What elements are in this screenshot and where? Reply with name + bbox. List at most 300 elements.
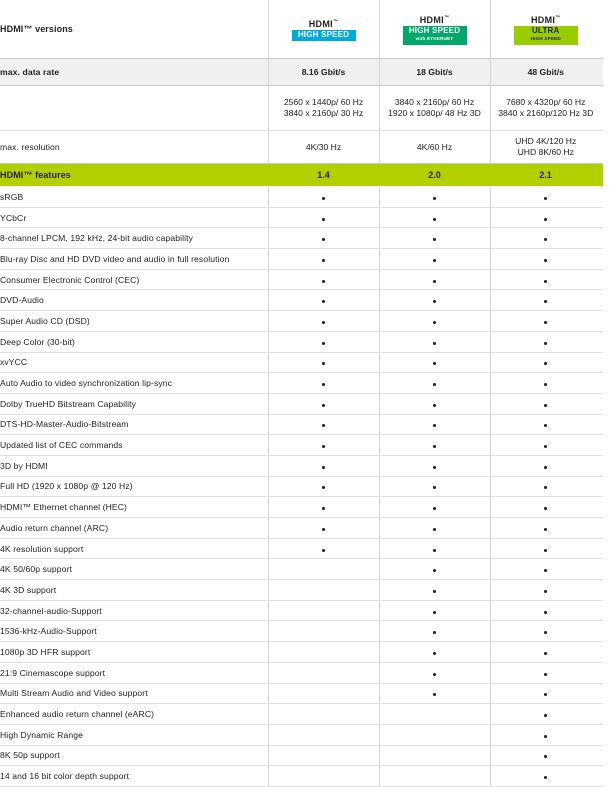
supported-dot-icon	[544, 321, 547, 324]
spacer-cell	[601, 0, 603, 59]
feature-label: 8-channel LPCM, 192 kHz, 24-bit audio capability	[0, 228, 268, 249]
spacer-cell	[601, 311, 603, 332]
feature-row	[0, 414, 603, 435]
feature-support-3	[490, 662, 601, 683]
feature-support-1	[268, 600, 379, 621]
supported-dot-icon	[433, 321, 436, 324]
feature-label: 1080p 3D HFR support	[0, 642, 268, 663]
feature-support-3	[490, 538, 601, 559]
supported-dot-icon	[544, 673, 547, 676]
feature-support-1	[268, 704, 379, 725]
supported-dot-icon	[544, 424, 547, 427]
resolution-secondary-row	[0, 131, 603, 164]
feature-support-1	[268, 766, 379, 787]
feature-support-2	[379, 538, 490, 559]
feature-support-2	[379, 518, 490, 539]
feature-support-1	[268, 683, 379, 704]
feature-support-2	[379, 766, 490, 787]
feature-support-1	[268, 373, 379, 394]
feature-label: Enhanced audio return channel (eARC)	[0, 704, 268, 725]
supported-dot-icon	[433, 300, 436, 303]
supported-dot-icon	[544, 362, 547, 365]
features-label: HDMI™ features	[0, 164, 268, 187]
feature-row	[0, 435, 603, 456]
feature-support-3	[490, 373, 601, 394]
hdmi-high-speed-logo	[288, 13, 360, 45]
feature-support-1	[268, 518, 379, 539]
supported-dot-icon	[544, 631, 547, 634]
spacer-cell	[601, 435, 603, 456]
feature-row	[0, 704, 603, 725]
supported-dot-icon	[544, 238, 547, 241]
feature-support-2	[379, 476, 490, 497]
supported-dot-icon	[544, 486, 547, 489]
feature-support-2	[379, 290, 490, 311]
spacer-cell	[601, 131, 603, 164]
feature-label: Super Audio CD (DSD)	[0, 311, 268, 332]
feature-row	[0, 538, 603, 559]
supported-dot-icon	[433, 383, 436, 386]
feature-support-3	[490, 559, 601, 580]
feature-label: Full HD (1920 x 1080p @ 120 Hz)	[0, 476, 268, 497]
feature-label: HDMI™ Ethernet channel (HEC)	[0, 497, 268, 518]
supported-dot-icon	[322, 280, 325, 283]
supported-dot-icon	[433, 673, 436, 676]
feature-label: DTS-HD-Master-Audio-Bitstream	[0, 414, 268, 435]
feature-support-2	[379, 455, 490, 476]
feature-row	[0, 766, 603, 787]
supported-dot-icon	[433, 280, 436, 283]
logo-line-1: ULTRA	[531, 26, 560, 35]
supported-dot-icon	[544, 404, 547, 407]
feature-support-3	[490, 476, 601, 497]
feature-support-1	[268, 455, 379, 476]
resolution-secondary-1: 4K/30 Hz	[268, 131, 379, 164]
logo-band	[403, 26, 467, 45]
supported-dot-icon	[433, 631, 436, 634]
supported-dot-icon	[322, 486, 325, 489]
spacer-cell	[601, 518, 603, 539]
supported-dot-icon	[322, 362, 325, 365]
feature-support-3	[490, 414, 601, 435]
feature-label: Deep Color (30-bit)	[0, 331, 268, 352]
feature-support-1	[268, 249, 379, 270]
feature-support-2	[379, 331, 490, 352]
spacer-cell	[601, 476, 603, 497]
feature-row	[0, 249, 603, 270]
logo-line-1: HIGH SPEED	[408, 26, 461, 35]
hdmi-ultra-high-speed-logo	[510, 9, 582, 49]
feature-support-3	[490, 621, 601, 642]
data-rate-row	[0, 59, 603, 86]
unsupported-blank	[322, 631, 325, 634]
hdmi-wordmark: HDMI™	[419, 15, 450, 25]
feature-support-1	[268, 207, 379, 228]
supported-dot-icon	[544, 714, 547, 717]
feature-support-1	[268, 580, 379, 601]
feature-label: Audio return channel (ARC)	[0, 518, 268, 539]
feature-support-2	[379, 207, 490, 228]
feature-row	[0, 497, 603, 518]
feature-support-1	[268, 311, 379, 332]
feature-support-3	[490, 683, 601, 704]
spacer-cell	[601, 600, 603, 621]
feature-support-2	[379, 580, 490, 601]
feature-label: 21:9 Cinemascope support	[0, 662, 268, 683]
spacer-cell	[601, 269, 603, 290]
spacer-cell	[601, 766, 603, 787]
feature-label: DVD-Audio	[0, 290, 268, 311]
resolution-primary-2: 3840 x 2160p/ 60 Hz 1920 x 1080p/ 48 Hz 3D	[379, 86, 490, 131]
resolution-primary-3: 7680 x 4320p/ 60 Hz 3840 x 2160p/120 Hz 3D	[490, 86, 601, 131]
hdmi-wordmark: HDMI™	[308, 19, 339, 29]
feature-label: Multi Stream Audio and Video support	[0, 683, 268, 704]
supported-dot-icon	[433, 652, 436, 655]
resolution-secondary-2: 4K/60 Hz	[379, 131, 490, 164]
feature-label: Consumer Electronic Control (CEC)	[0, 269, 268, 290]
feature-support-2	[379, 373, 490, 394]
feature-support-3	[490, 518, 601, 539]
feature-support-3	[490, 642, 601, 663]
versions-label: HDMI™ versions	[0, 0, 268, 59]
logo-cell-3	[490, 0, 601, 59]
feature-support-2	[379, 724, 490, 745]
feature-label: 4K 3D support	[0, 580, 268, 601]
spacer-cell	[601, 642, 603, 663]
feature-row	[0, 683, 603, 704]
feature-support-1	[268, 187, 379, 208]
supported-dot-icon	[544, 342, 547, 345]
feature-support-1	[268, 662, 379, 683]
logo-line-2: HIGH SPEED	[530, 36, 561, 41]
supported-dot-icon	[433, 507, 436, 510]
supported-dot-icon	[322, 466, 325, 469]
version-3: 2.1	[490, 164, 601, 187]
feature-support-1	[268, 269, 379, 290]
supported-dot-icon	[544, 755, 547, 758]
feature-label: xvYCC	[0, 352, 268, 373]
resolution-label-spacer	[0, 86, 268, 131]
supported-dot-icon	[544, 735, 547, 738]
feature-support-2	[379, 228, 490, 249]
feature-support-2	[379, 311, 490, 332]
feature-label: High Dynamic Range	[0, 724, 268, 745]
feature-label: 3D by HDMI	[0, 455, 268, 476]
supported-dot-icon	[544, 218, 547, 221]
spacer-cell	[601, 538, 603, 559]
supported-dot-icon	[322, 424, 325, 427]
supported-dot-icon	[433, 404, 436, 407]
spacer-cell	[601, 683, 603, 704]
feature-support-3	[490, 704, 601, 725]
spacer-cell	[601, 414, 603, 435]
hdmi-wordmark: HDMI™	[530, 15, 561, 25]
spacer-cell	[601, 373, 603, 394]
feature-support-1	[268, 435, 379, 456]
unsupported-blank	[322, 652, 325, 655]
spacer-cell	[601, 704, 603, 725]
feature-support-3	[490, 187, 601, 208]
feature-support-3	[490, 290, 601, 311]
feature-support-3	[490, 455, 601, 476]
spacer-cell	[601, 580, 603, 601]
feature-support-1	[268, 724, 379, 745]
feature-support-1	[268, 290, 379, 311]
feature-support-2	[379, 662, 490, 683]
supported-dot-icon	[544, 611, 547, 614]
features-header-row	[0, 164, 603, 187]
feature-support-2	[379, 642, 490, 663]
feature-support-1	[268, 745, 379, 766]
feature-row	[0, 455, 603, 476]
supported-dot-icon	[433, 466, 436, 469]
feature-support-3	[490, 724, 601, 745]
feature-label: YCbCr	[0, 207, 268, 228]
feature-support-2	[379, 559, 490, 580]
supported-dot-icon	[433, 528, 436, 531]
spacer-cell	[601, 290, 603, 311]
supported-dot-icon	[544, 445, 547, 448]
spacer-cell	[601, 559, 603, 580]
unsupported-blank	[322, 569, 325, 572]
supported-dot-icon	[433, 342, 436, 345]
spacer-cell	[601, 86, 603, 131]
feature-support-3	[490, 745, 601, 766]
supported-dot-icon	[544, 776, 547, 779]
feature-support-2	[379, 393, 490, 414]
unsupported-blank	[322, 776, 325, 779]
feature-support-1	[268, 476, 379, 497]
feature-support-3	[490, 249, 601, 270]
spacer-cell	[601, 59, 603, 86]
supported-dot-icon	[433, 218, 436, 221]
supported-dot-icon	[322, 549, 325, 552]
logo-cell-1	[268, 0, 379, 59]
feature-row	[0, 352, 603, 373]
feature-row	[0, 290, 603, 311]
supported-dot-icon	[322, 342, 325, 345]
supported-dot-icon	[322, 383, 325, 386]
logo-band	[292, 30, 356, 41]
data-rate-value-1: 8.16 Gbit/s	[268, 59, 379, 86]
feature-label: Updated list of CEC commands	[0, 435, 268, 456]
supported-dot-icon	[322, 404, 325, 407]
unsupported-blank	[322, 693, 325, 696]
feature-support-3	[490, 311, 601, 332]
feature-support-1	[268, 621, 379, 642]
supported-dot-icon	[433, 259, 436, 262]
supported-dot-icon	[433, 611, 436, 614]
feature-support-2	[379, 621, 490, 642]
supported-dot-icon	[433, 362, 436, 365]
feature-support-1	[268, 497, 379, 518]
logo-line-1: HIGH SPEED	[297, 30, 350, 39]
feature-row	[0, 621, 603, 642]
spacer-cell	[601, 497, 603, 518]
spacer-cell	[601, 621, 603, 642]
feature-row	[0, 476, 603, 497]
feature-label: 1536-kHz-Audio-Support	[0, 621, 268, 642]
supported-dot-icon	[544, 652, 547, 655]
spacer-cell	[601, 724, 603, 745]
resolution-primary-1: 2560 x 1440p/ 60 Hz 3840 x 2160p/ 30 Hz	[268, 86, 379, 131]
unsupported-blank	[322, 611, 325, 614]
feature-label: 4K 50/60p support	[0, 559, 268, 580]
spacer-cell	[601, 455, 603, 476]
supported-dot-icon	[544, 549, 547, 552]
feature-row	[0, 662, 603, 683]
feature-row	[0, 228, 603, 249]
supported-dot-icon	[433, 424, 436, 427]
spacer-cell	[601, 187, 603, 208]
feature-support-1	[268, 538, 379, 559]
feature-support-3	[490, 352, 601, 373]
supported-dot-icon	[322, 507, 325, 510]
feature-row	[0, 580, 603, 601]
feature-row	[0, 559, 603, 580]
feature-support-3	[490, 269, 601, 290]
unsupported-blank	[322, 714, 325, 717]
unsupported-blank	[433, 776, 436, 779]
feature-row	[0, 207, 603, 228]
feature-support-3	[490, 600, 601, 621]
hdmi-high-speed-ethernet-logo	[399, 9, 471, 49]
feature-label: 8K 50p support	[0, 745, 268, 766]
feature-row	[0, 642, 603, 663]
supported-dot-icon	[544, 197, 547, 200]
feature-support-3	[490, 766, 601, 787]
resolution-secondary-3: UHD 4K/120 Hz UHD 8K/60 Hz	[490, 131, 601, 164]
unsupported-blank	[322, 673, 325, 676]
feature-row	[0, 269, 603, 290]
feature-label: Auto Audio to video synchronization lip-sync	[0, 373, 268, 394]
unsupported-blank	[322, 735, 325, 738]
spacer-cell	[601, 249, 603, 270]
feature-support-2	[379, 414, 490, 435]
data-rate-value-2: 18 Gbit/s	[379, 59, 490, 86]
feature-support-2	[379, 704, 490, 725]
feature-support-1	[268, 331, 379, 352]
supported-dot-icon	[544, 259, 547, 262]
data-rate-label: max. data rate	[0, 59, 268, 86]
feature-support-1	[268, 393, 379, 414]
spacer-cell	[601, 745, 603, 766]
feature-support-2	[379, 352, 490, 373]
supported-dot-icon	[322, 259, 325, 262]
spacer-cell	[601, 228, 603, 249]
supported-dot-icon	[433, 445, 436, 448]
version-2: 2.0	[379, 164, 490, 187]
supported-dot-icon	[544, 280, 547, 283]
feature-support-3	[490, 497, 601, 518]
feature-support-3	[490, 393, 601, 414]
supported-dot-icon	[433, 590, 436, 593]
feature-support-1	[268, 559, 379, 580]
feature-support-3	[490, 228, 601, 249]
feature-label: 14 and 16 bit color depth support	[0, 766, 268, 787]
feature-support-2	[379, 187, 490, 208]
feature-support-3	[490, 331, 601, 352]
spacer-cell	[601, 207, 603, 228]
feature-support-2	[379, 435, 490, 456]
unsupported-blank	[322, 755, 325, 758]
feature-label: 32-channel-audio-Support	[0, 600, 268, 621]
spacer-cell	[601, 662, 603, 683]
feature-label: sRGB	[0, 187, 268, 208]
supported-dot-icon	[544, 569, 547, 572]
feature-label: 4K resolution support	[0, 538, 268, 559]
resolution-primary-row	[0, 86, 603, 131]
supported-dot-icon	[544, 466, 547, 469]
spacer-cell	[601, 352, 603, 373]
unsupported-blank	[433, 735, 436, 738]
feature-row	[0, 518, 603, 539]
feature-support-1	[268, 414, 379, 435]
feature-row	[0, 187, 603, 208]
feature-label: Blu-ray Disc and HD DVD video and audio in full resolution	[0, 249, 268, 270]
feature-support-2	[379, 249, 490, 270]
spacer-cell	[601, 331, 603, 352]
spacer-cell	[601, 164, 603, 187]
supported-dot-icon	[433, 238, 436, 241]
supported-dot-icon	[544, 383, 547, 386]
feature-support-3	[490, 435, 601, 456]
feature-row	[0, 745, 603, 766]
feature-row	[0, 311, 603, 332]
feature-support-3	[490, 207, 601, 228]
version-1: 1.4	[268, 164, 379, 187]
header-row	[0, 0, 603, 59]
supported-dot-icon	[433, 197, 436, 200]
unsupported-blank	[433, 714, 436, 717]
spacer-cell	[601, 393, 603, 414]
supported-dot-icon	[544, 693, 547, 696]
feature-support-1	[268, 642, 379, 663]
unsupported-blank	[322, 590, 325, 593]
feature-row	[0, 393, 603, 414]
feature-support-2	[379, 745, 490, 766]
supported-dot-icon	[544, 507, 547, 510]
feature-support-2	[379, 600, 490, 621]
feature-support-3	[490, 580, 601, 601]
logo-band	[514, 26, 578, 45]
supported-dot-icon	[433, 486, 436, 489]
supported-dot-icon	[322, 321, 325, 324]
logo-line-2: with ETHERNET	[415, 36, 454, 41]
supported-dot-icon	[544, 300, 547, 303]
supported-dot-icon	[322, 445, 325, 448]
supported-dot-icon	[433, 549, 436, 552]
feature-label: Dolby TrueHD Bitstream Capability	[0, 393, 268, 414]
feature-row	[0, 373, 603, 394]
supported-dot-icon	[322, 238, 325, 241]
supported-dot-icon	[433, 693, 436, 696]
resolution-label: max. resolution	[0, 131, 268, 164]
feature-row	[0, 724, 603, 745]
feature-support-2	[379, 269, 490, 290]
feature-row	[0, 331, 603, 352]
supported-dot-icon	[544, 528, 547, 531]
unsupported-blank	[433, 755, 436, 758]
data-rate-value-3: 48 Gbit/s	[490, 59, 601, 86]
supported-dot-icon	[322, 197, 325, 200]
supported-dot-icon	[544, 590, 547, 593]
supported-dot-icon	[433, 569, 436, 572]
supported-dot-icon	[322, 300, 325, 303]
feature-support-2	[379, 683, 490, 704]
feature-support-1	[268, 352, 379, 373]
feature-support-1	[268, 228, 379, 249]
